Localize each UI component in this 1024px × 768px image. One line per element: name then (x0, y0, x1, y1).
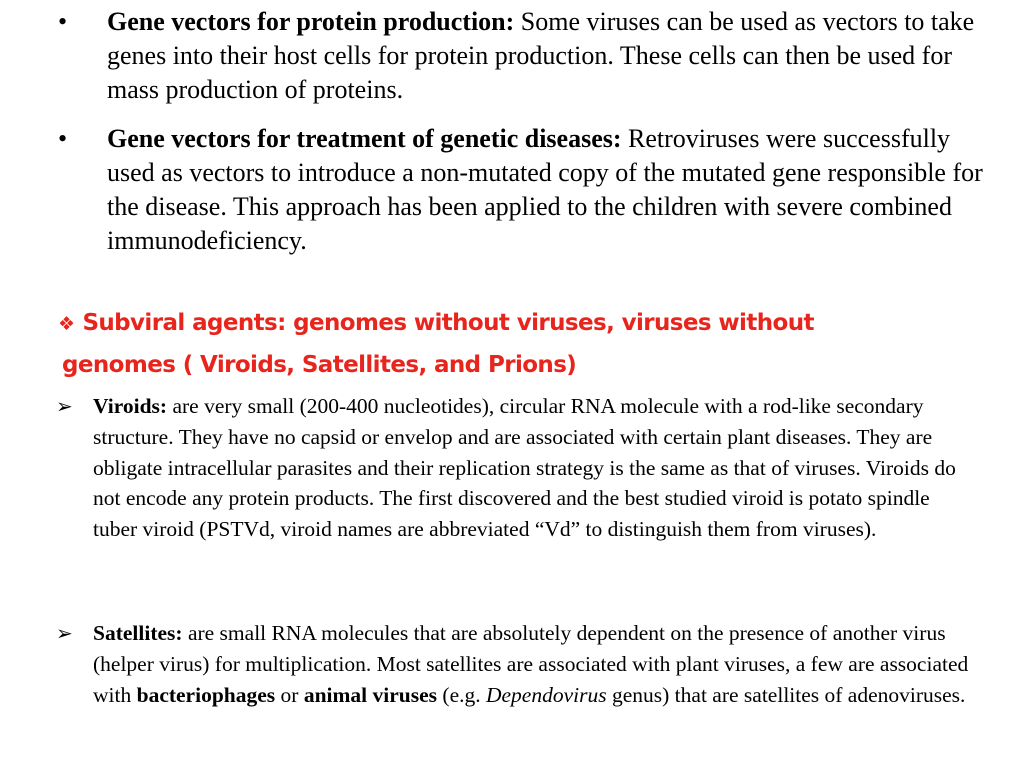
satellites-body-4: genus) that are satellites of adenoviruses. (606, 682, 966, 707)
arrow-bullet-icon: ➢ (56, 621, 73, 645)
satellites-body-1: are small RNA molecules that are absolutely dependent on the presence of another virus (helper virus) for multiplication. Most satellites are associated with plant viruses, a few are associated with (93, 621, 969, 707)
satellites-body-2: or (275, 682, 304, 707)
viroids-label: Viroids: (93, 394, 168, 418)
section-heading (58, 303, 958, 386)
animal-viruses-term: animal viruses (303, 682, 438, 707)
diamond-bullet-icon: ❖ (58, 313, 75, 335)
heading-line-1: Subviral agents: genomes without viruses, viruses without (82, 310, 814, 336)
heading-line-2: genomes ( Viroids, Satellites, and Prions) (62, 352, 577, 378)
bullet-dot-icon: • (58, 124, 68, 153)
viroids-paragraph (93, 391, 973, 545)
bullet-body: Retroviruses were successfully used as vectors to introduce a non-mutated copy of the mutated gene responsible for the disease. This approach has been applied to the children with severe combined immunodeficiency. (107, 124, 983, 255)
arrow-bullet-icon: ➢ (56, 394, 73, 418)
bacteriophages-term: bacteriophages (136, 682, 276, 707)
viroids-body: are very small (200-400 nucleotides), circular RNA molecule with a rod-like secondary structure. They have no capsid or envelop and are associated with certain plant diseases. They are obligate intracellular parasites and their replication strategy is the same as that of viruses. Viroids do not encode any protein products. The first discovered and the best studied viroid is potato spindle tuber viroid (PSTVd, viroid names are abbreviated “Vd” to distinguish them from viruses). (93, 394, 956, 542)
bullet-paragraph (107, 122, 987, 258)
satellites-label: Satellites: (93, 621, 183, 645)
dependovirus-term: Dependovirus (485, 682, 607, 707)
satellites-paragraph (93, 618, 973, 710)
satellites-body-3: (e.g. (437, 682, 486, 707)
bullet-paragraph (107, 5, 987, 107)
bullet-title: Gene vectors for protein production: (107, 7, 515, 36)
bullet-dot-icon: • (58, 7, 68, 36)
bullet-body: Some viruses can be used as vectors to take genes into their host cells for protein production. These cells can then be used for mass production of proteins. (107, 7, 975, 104)
bullet-title: Gene vectors for treatment of genetic diseases: (107, 124, 622, 153)
